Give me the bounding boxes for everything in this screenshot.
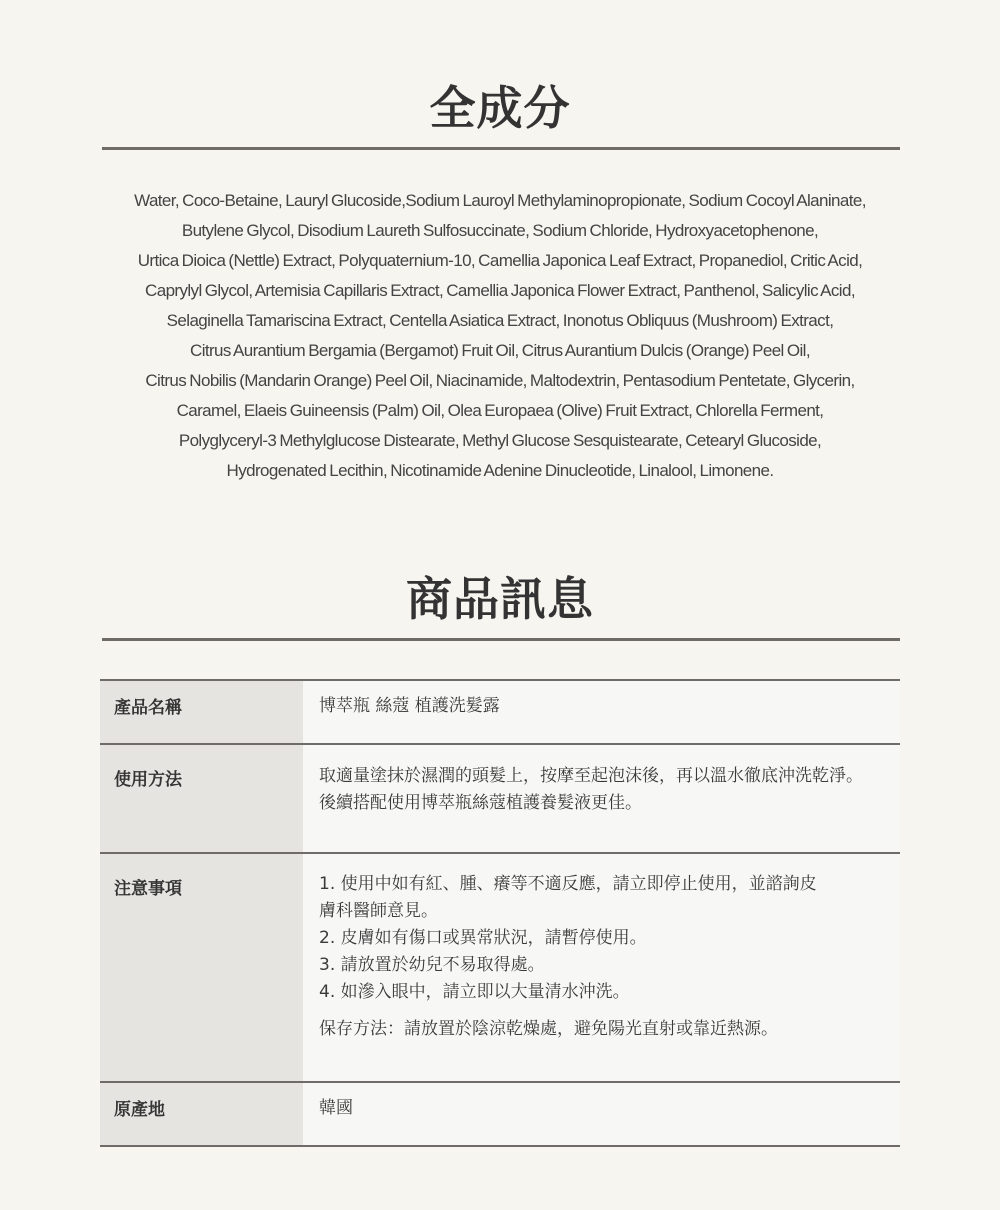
- usage-line: 後續搭配使用博萃瓶絲蔻植護養髮液更佳。: [319, 793, 642, 813]
- ingredients-line: Urtica Dioica (Nettle) Extract, Polyquaternium-10, Camellia Japonica Leaf Extract, Propanediol, Critic Acid,: [137, 251, 863, 270]
- usage-row: [100, 744, 900, 853]
- notes-label: 注意事項: [100, 853, 303, 1082]
- notes-line: 3. 請放置於幼兒不易取得處。: [319, 955, 545, 975]
- ingredients-title: 全成分: [429, 81, 571, 135]
- notes-value: [303, 853, 900, 1082]
- notes-line: 膚科醫師意見。: [319, 901, 438, 921]
- notes-line: 4. 如滲入眼中，請立即以大量清水沖洗。: [319, 982, 630, 1002]
- ingredients-list: [100, 186, 900, 486]
- notes-line: 1. 使用中如有紅、腫、癢等不適反應，請立即停止使用，並諮詢皮: [319, 874, 817, 894]
- ingredients-line: Selaginella Tamariscina Extract, Centella Asiatica Extract, Inonotus Obliquus (Mushroom) Extract,: [166, 311, 834, 330]
- notes-row: [100, 853, 900, 1082]
- product-name-row: [100, 680, 900, 744]
- ingredients-title-divider: [102, 147, 900, 150]
- storage-instructions: 保存方法：請放置於陰涼乾燥處，避免陽光直射或靠近熱源。: [319, 1019, 778, 1039]
- ingredients-line: Hydrogenated Lecithin, Nicotinamide Adenine Dinucleotide, Linalool, Limonene.: [226, 461, 774, 480]
- origin-label: 原產地: [100, 1082, 303, 1146]
- origin-value: 韓國: [303, 1082, 900, 1146]
- ingredients-line: Polyglyceryl-3 Methylglucose Distearate, Methyl Glucose Sesquistearate, Cetearyl Glucoside,: [178, 431, 822, 450]
- ingredients-line: Citrus Nobilis (Mandarin Orange) Peel Oil, Niacinamide, Maltodextrin, Pentasodium Pentetate, Glycerin,: [145, 371, 855, 390]
- product-info-title: 商品訊息: [406, 572, 594, 626]
- notes-line: 2. 皮膚如有傷口或異常狀況，請暫停使用。: [319, 928, 647, 948]
- ingredients-line: Caramel, Elaeis Guineensis (Palm) Oil, Olea Europaea (Olive) Fruit Extract, Chlorella Ferment,: [176, 401, 824, 420]
- ingredients-line: Caprylyl Glycol, Artemisia Capillaris Extract, Camellia Japonica Flower Extract, Panthenol, Salicylic Acid,: [145, 281, 855, 300]
- ingredients-line: Water, Coco-Betaine, Lauryl Glucoside,Sodium Lauroyl Methylaminopropionate, Sodium Cocoyl Alaninate,: [134, 191, 866, 210]
- usage-value: [303, 744, 900, 853]
- product-name-value: 博萃瓶 絲蔻 植護洗髮露: [303, 680, 900, 744]
- usage-line: 取適量塗抹於濕潤的頭髮上，按摩至起泡沫後，再以溫水徹底沖洗乾淨。: [319, 766, 863, 786]
- ingredients-line: Butylene Glycol, Disodium Laureth Sulfosuccinate, Sodium Chloride, Hydroxyacetophenone,: [181, 221, 819, 240]
- origin-row: [100, 1082, 900, 1146]
- product-name-label: 產品名稱: [100, 680, 303, 744]
- product-info-table: [100, 679, 900, 1147]
- ingredients-line: Citrus Aurantium Bergamia (Bergamot) Fruit Oil, Citrus Aurantium Dulcis (Orange) Peel Oil,: [190, 341, 810, 360]
- product-info-title-divider: [102, 638, 900, 641]
- usage-label: 使用方法: [100, 744, 303, 853]
